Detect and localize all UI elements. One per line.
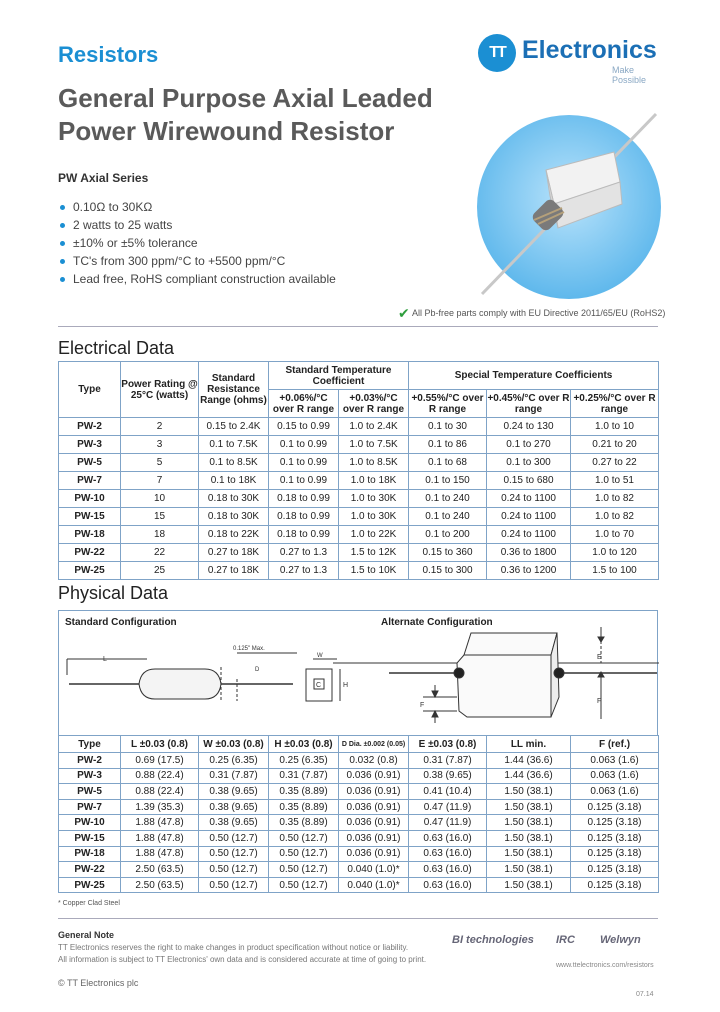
divider <box>58 326 658 327</box>
dim-f-label-alt: F <box>420 702 425 709</box>
tt-logo-icon: TT <box>478 34 516 72</box>
table-cell: PW-2 <box>59 753 121 769</box>
column-header: LL min. <box>487 736 571 753</box>
table-cell: 0.50 (12.7) <box>199 830 269 846</box>
table-cell: 0.27 to 18K <box>199 562 269 580</box>
table-cell: 0.27 to 18K <box>199 544 269 562</box>
alternate-config-label: Alternate Configuration <box>381 617 493 628</box>
table-cell: 0.18 to 30K <box>199 508 269 526</box>
section-title: Resistors <box>58 42 159 67</box>
rohs-check-icon: ✔ <box>398 305 410 321</box>
table-cell: PW-25 <box>59 877 121 893</box>
table-row <box>59 544 659 562</box>
physical-data-heading: Physical Data <box>58 583 169 603</box>
table-row <box>59 508 659 526</box>
col-special-tc: Special Temperature Coefficients <box>409 362 659 390</box>
col-resistance-range: Standard Resistance Range (ohms) <box>199 362 269 418</box>
table-cell: PW-7 <box>59 472 121 490</box>
table-cell: 0.38 (9.65) <box>199 815 269 831</box>
table-cell: 0.47 (11.9) <box>409 799 487 815</box>
table-row <box>59 768 659 784</box>
table-cell: 0.1 to 0.99 <box>269 472 339 490</box>
table-cell: 0.125 (3.18) <box>571 815 659 831</box>
table-row <box>59 862 659 878</box>
dim-e-label: E <box>597 654 602 661</box>
table-cell: 0.50 (12.7) <box>269 877 339 893</box>
table-cell: 0.69 (17.5) <box>121 753 199 769</box>
table-cell: PW-10 <box>59 490 121 508</box>
table-cell: 0.35 (8.89) <box>269 784 339 800</box>
table-cell: 0.1 to 300 <box>487 454 571 472</box>
table-cell: 0.15 to 300 <box>409 562 487 580</box>
table-cell: 1.0 to 51 <box>571 472 659 490</box>
table-row <box>59 562 659 580</box>
table-cell: PW-18 <box>59 526 121 544</box>
bullet-icon <box>60 205 65 210</box>
table-cell: 1.0 to 2.4K <box>339 418 409 436</box>
table-cell: 0.1 to 30 <box>409 418 487 436</box>
table-cell: 1.0 to 30K <box>339 508 409 526</box>
table-cell: 0.50 (12.7) <box>269 846 339 862</box>
note-line: TT Electronics reserves the right to make changes in product specification without notice or liability. <box>58 943 409 952</box>
table-cell: 1.0 to 7.5K <box>339 436 409 454</box>
table-cell: 0.31 (7.87) <box>199 768 269 784</box>
brand-irc: IRC <box>556 934 575 946</box>
tt-electronics-logo <box>478 32 668 85</box>
product-photo <box>474 112 664 302</box>
logo-tagline: Make Possible <box>612 65 647 85</box>
table-cell: 1.88 (47.8) <box>121 830 199 846</box>
table-row <box>59 784 659 800</box>
table-row <box>59 526 659 544</box>
table-cell: 2.50 (63.5) <box>121 877 199 893</box>
table-cell: 2.50 (63.5) <box>121 862 199 878</box>
bullet-icon <box>60 259 65 264</box>
table-cell: 0.1 to 8.5K <box>199 454 269 472</box>
table-row <box>59 418 659 436</box>
table-cell: 0.63 (16.0) <box>409 862 487 878</box>
table-cell: 0.24 to 1100 <box>487 490 571 508</box>
table-cell: 0.50 (12.7) <box>199 846 269 862</box>
table-cell: 1.88 (47.8) <box>121 846 199 862</box>
table-cell: PW-15 <box>59 508 121 526</box>
col-type: Type <box>59 362 121 418</box>
table-cell: 1.50 (38.1) <box>487 830 571 846</box>
list-item: ±10% or ±5% tolerance <box>60 234 336 252</box>
table-cell: 0.1 to 270 <box>487 436 571 454</box>
table-cell: 0.1 to 68 <box>409 454 487 472</box>
table-cell: 1.0 to 82 <box>571 490 659 508</box>
dim-d-label: D <box>255 667 260 673</box>
table-cell: 0.31 (7.87) <box>409 753 487 769</box>
table-cell: 1.5 to 100 <box>571 562 659 580</box>
column-header: Type <box>59 736 121 753</box>
col-tc-003: +0.03%/°C over R range <box>339 390 409 418</box>
column-header: D Dia. ±0.002 (0.05) <box>339 736 409 753</box>
table-cell: 0.88 (22.4) <box>121 784 199 800</box>
table-cell: 0.18 to 0.99 <box>269 526 339 544</box>
table-cell: 2 <box>121 418 199 436</box>
table-cell: PW-25 <box>59 562 121 580</box>
table-cell: 0.41 (10.4) <box>409 784 487 800</box>
electrical-data-table <box>58 361 659 580</box>
table-cell: 0.15 to 2.4K <box>199 418 269 436</box>
column-header: E ±0.03 (0.8) <box>409 736 487 753</box>
table-cell: 0.125 (3.18) <box>571 877 659 893</box>
table-cell: 0.036 (0.91) <box>339 799 409 815</box>
table-cell: 0.125 (3.18) <box>571 862 659 878</box>
table-cell: 0.036 (0.91) <box>339 784 409 800</box>
table-cell: PW-3 <box>59 436 121 454</box>
table-cell: 1.0 to 30K <box>339 490 409 508</box>
col-tc-025: +0.25%/°C over R range <box>571 390 659 418</box>
column-header: W ±0.03 (0.8) <box>199 736 269 753</box>
table-cell: 3 <box>121 436 199 454</box>
table-cell: 0.125 (3.18) <box>571 846 659 862</box>
logo-name: Electronics <box>522 36 657 64</box>
table-cell: 0.15 to 0.99 <box>269 418 339 436</box>
electrical-data-heading: Electrical Data <box>58 338 175 358</box>
table-cell: 1.0 to 8.5K <box>339 454 409 472</box>
list-item: TC's from 300 ppm/°C to +5500 ppm/°C <box>60 252 336 270</box>
divider <box>58 918 658 919</box>
table-cell: 0.036 (0.91) <box>339 815 409 831</box>
bullet-icon <box>60 241 65 246</box>
table-cell: 0.18 to 22K <box>199 526 269 544</box>
table-cell: 0.063 (1.6) <box>571 784 659 800</box>
table-row <box>59 472 659 490</box>
website-link[interactable]: www.ttelectronics.com/resistors <box>556 962 654 969</box>
table-cell: 0.125 (3.18) <box>571 830 659 846</box>
bullet-icon <box>60 223 65 228</box>
table-cell: 0.88 (22.4) <box>121 768 199 784</box>
table-cell: 0.63 (16.0) <box>409 877 487 893</box>
table-cell: 1.0 to 82 <box>571 508 659 526</box>
table-cell: 18 <box>121 526 199 544</box>
table-cell: 0.24 to 1100 <box>487 526 571 544</box>
table-cell: 0.36 to 1200 <box>487 562 571 580</box>
list-item: 2 watts to 25 watts <box>60 216 336 234</box>
table-cell: 0.27 to 1.3 <box>269 562 339 580</box>
table-cell: 0.063 (1.6) <box>571 753 659 769</box>
table-cell: 1.5 to 12K <box>339 544 409 562</box>
list-item: Lead free, RoHS compliant construction available <box>60 270 336 288</box>
table-cell: PW-15 <box>59 830 121 846</box>
rohs-note <box>398 305 666 322</box>
table-cell: 1.50 (38.1) <box>487 846 571 862</box>
table-cell: 1.50 (38.1) <box>487 862 571 878</box>
brand-bi-technologies: BI technologies <box>452 934 534 946</box>
table-cell: 0.1 to 240 <box>409 490 487 508</box>
table-cell: 0.47 (11.9) <box>409 815 487 831</box>
table-cell: 0.35 (8.89) <box>269 799 339 815</box>
copyright: © TT Electronics plc <box>58 978 139 988</box>
table-cell: 0.1 to 240 <box>409 508 487 526</box>
table-cell: 0.1 to 0.99 <box>269 454 339 472</box>
table-cell: 1.44 (36.6) <box>487 753 571 769</box>
table-cell: 1.50 (38.1) <box>487 784 571 800</box>
table-row <box>59 799 659 815</box>
dim-f-label: F <box>597 698 602 705</box>
brand-welwyn: Welwyn <box>600 934 641 946</box>
series-name: PW Axial Series <box>58 171 149 185</box>
table-cell: 0.63 (16.0) <box>409 830 487 846</box>
table-cell: 0.27 to 22 <box>571 454 659 472</box>
table-cell: 0.1 to 150 <box>409 472 487 490</box>
table-row <box>59 490 659 508</box>
table-cell: 0.36 to 1800 <box>487 544 571 562</box>
table-cell: 0.125 (3.18) <box>571 799 659 815</box>
page-title: General Purpose Axial Leaded Power Wirewound Resistor <box>58 83 433 146</box>
table-cell: 1.50 (38.1) <box>487 815 571 831</box>
table-cell: 1.0 to 120 <box>571 544 659 562</box>
table-row <box>59 846 659 862</box>
table-cell: 1.50 (38.1) <box>487 877 571 893</box>
table-cell: 0.21 to 20 <box>571 436 659 454</box>
table-cell: 0.1 to 18K <box>199 472 269 490</box>
dim-w-label: W <box>317 653 323 659</box>
table-cell: 10 <box>121 490 199 508</box>
table-cell: 1.88 (47.8) <box>121 815 199 831</box>
table-cell: PW-2 <box>59 418 121 436</box>
table-cell: 0.18 to 0.99 <box>269 490 339 508</box>
footnote: * Copper Clad Steel <box>58 900 120 907</box>
table-cell: 0.31 (7.87) <box>269 768 339 784</box>
table-cell: 1.44 (36.6) <box>487 768 571 784</box>
table-cell: 0.50 (12.7) <box>269 862 339 878</box>
table-cell: 0.50 (12.7) <box>269 830 339 846</box>
note-line: All information is subject to TT Electronics' own data and is considered accurate at time of going to print. <box>58 955 427 964</box>
col-tc-055: +0.55%/°C over R range <box>409 390 487 418</box>
table-cell: 0.38 (9.65) <box>199 799 269 815</box>
table-cell: 0.1 to 7.5K <box>199 436 269 454</box>
column-header: H ±0.03 (0.8) <box>269 736 339 753</box>
table-cell: 7 <box>121 472 199 490</box>
general-note-title: General Note <box>58 930 115 940</box>
table-cell: 0.15 to 360 <box>409 544 487 562</box>
feature-list <box>60 198 336 288</box>
physical-data-table <box>58 735 659 893</box>
table-cell: 0.1 to 200 <box>409 526 487 544</box>
col-power-rating: Power Rating @ 25°C (watts) <box>121 362 199 418</box>
table-cell: 1.5 to 10K <box>339 562 409 580</box>
table-row <box>59 830 659 846</box>
bullet-icon <box>60 277 65 282</box>
table-cell: 0.15 to 680 <box>487 472 571 490</box>
column-header: F (ref.) <box>571 736 659 753</box>
col-tc-006: +0.06%/°C over R range <box>269 390 339 418</box>
page-code: 07.14 <box>636 991 654 998</box>
table-cell: 0.18 to 0.99 <box>269 508 339 526</box>
col-standard-tc: Standard Temperature Coefficient <box>269 362 409 390</box>
table-cell: PW-3 <box>59 768 121 784</box>
list-item: 0.10Ω to 30KΩ <box>60 198 336 216</box>
table-cell: 0.040 (1.0)* <box>339 877 409 893</box>
table-cell: 0.063 (1.6) <box>571 768 659 784</box>
table-cell: 0.27 to 1.3 <box>269 544 339 562</box>
table-cell: 0.35 (8.89) <box>269 815 339 831</box>
table-cell: 1.0 to 18K <box>339 472 409 490</box>
table-cell: 1.0 to 70 <box>571 526 659 544</box>
table-cell: 0.25 (6.35) <box>269 753 339 769</box>
table-cell: PW-5 <box>59 784 121 800</box>
table-cell: PW-22 <box>59 544 121 562</box>
table-cell: 0.24 to 1100 <box>487 508 571 526</box>
table-cell: 0.040 (1.0)* <box>339 862 409 878</box>
table-cell: 0.38 (9.65) <box>199 784 269 800</box>
table-cell: 0.18 to 30K <box>199 490 269 508</box>
table-cell: 0.1 to 0.99 <box>269 436 339 454</box>
table-cell: 1.0 to 22K <box>339 526 409 544</box>
col-tc-045: +0.45%/°C over R range <box>487 390 571 418</box>
table-cell: 15 <box>121 508 199 526</box>
dim-h-label: H <box>343 682 349 689</box>
table-cell: 5 <box>121 454 199 472</box>
column-header: L ±0.03 (0.8) <box>121 736 199 753</box>
table-cell: 0.24 to 130 <box>487 418 571 436</box>
table-cell: 0.38 (9.65) <box>409 768 487 784</box>
table-row <box>59 436 659 454</box>
table-cell: PW-5 <box>59 454 121 472</box>
table-row <box>59 815 659 831</box>
table-cell: 0.50 (12.7) <box>199 862 269 878</box>
dim-c-label: C <box>316 682 322 689</box>
table-cell: 0.63 (16.0) <box>409 846 487 862</box>
dim-max-label: 0.125" Max. <box>233 646 265 652</box>
table-cell: 1.0 to 10 <box>571 418 659 436</box>
table-cell: 0.036 (0.91) <box>339 830 409 846</box>
table-cell: 0.25 (6.35) <box>199 753 269 769</box>
table-row <box>59 753 659 769</box>
rohs-text: All Pb-free parts comply with EU Directive 2011/65/EU (RoHS2) <box>412 308 666 318</box>
table-cell: 0.50 (12.7) <box>199 877 269 893</box>
table-row <box>59 877 659 893</box>
table-cell: 0.036 (0.91) <box>339 768 409 784</box>
dim-l-label: L <box>103 656 107 663</box>
standard-config-label: Standard Configuration <box>65 617 177 628</box>
table-cell: 0.032 (0.8) <box>339 753 409 769</box>
table-cell: 25 <box>121 562 199 580</box>
table-cell: 1.39 (35.3) <box>121 799 199 815</box>
table-cell: PW-22 <box>59 862 121 878</box>
table-row <box>59 454 659 472</box>
dimension-drawing <box>59 611 659 737</box>
table-cell: PW-10 <box>59 815 121 831</box>
table-cell: 0.036 (0.91) <box>339 846 409 862</box>
dimension-diagram <box>58 610 658 736</box>
table-cell: 1.50 (38.1) <box>487 799 571 815</box>
table-cell: PW-7 <box>59 799 121 815</box>
table-cell: 0.1 to 86 <box>409 436 487 454</box>
table-cell: PW-18 <box>59 846 121 862</box>
table-cell: 22 <box>121 544 199 562</box>
